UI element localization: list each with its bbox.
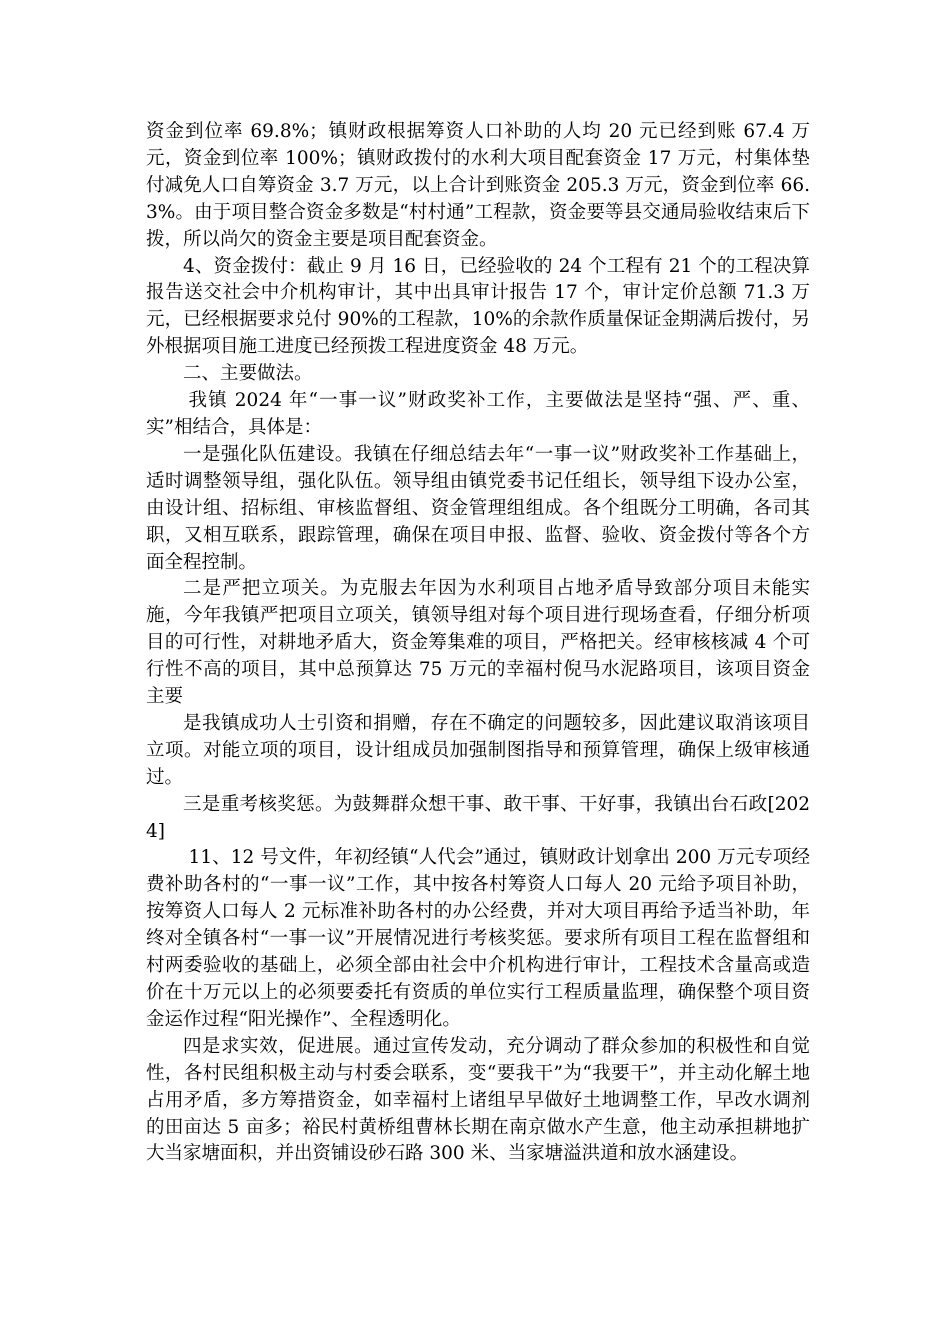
paragraph-intro-practices: 我镇 2024 年“一事一议”财政奖补工作，主要做法是坚持“强、严、重、实”相结合，具体是： — [146, 390, 810, 438]
paragraph-assessment: 三是重考核奖惩。为鼓舞群众想干事、敢干事、干好事，我镇出台石政[2024] — [146, 793, 810, 842]
section-heading-main-practices: 二、主要做法。 — [183, 363, 313, 385]
paragraph-results: 四是求实效，促进展。通过宣传发动，充分调动了群众参加的积极性和自觉性，各村民组积极主动与村委会联系，变“要我干”为“我要干”，并主动化解土地占用矛盾，多方筹措资金，如幸福村上诸组早早做好土地调整工作，早改水调剂的田亩达 5 亩多；裕民村黄桥组曹林长期在南京做水产生意，他主动承担耕地扩大当家塘面积，并出资铺设砂石路 300 米、当家塘溢洪道和放水涵建设。 — [146, 1035, 810, 1165]
paragraph-team-building: 一是强化队伍建设。我镇在仔细总结去年“一事一议”财政奖补工作基础上，适时调整领导组，强化队伍。领导组由镇党委书记任组长，领导组下设办公室，由设计组、招标组、审核监督组、资金管理组组成。各个组既分工明确，各司其职，又相互联系，跟踪管理，确保在项目申报、监督、验收、资金拨付等各个方面全程控制。 — [146, 443, 810, 573]
paragraph-assessment-continued: 11、12 号文件，年初经镇“人代会”通过，镇财政计划拿出 200 万元专项经费补助各村的“一事一议”工作，其中按各村筹资人口每人 20 元给予项目补助，按筹资人口每人 2 元标准补助各村的办公经费，并对大项目再给予适当补助，年终对全镇各村“一事一议”开展情况进行考核奖惩。要求所有项目工程在监督组和村两委验收的基础上，必须全部由社会中介机构进行审计，工程技术含量高或造价在十万元以上的必须要委托有资质的单位实行工程质量监理，确保整个项目资金运作过程“阳光操作”、全程透明化。 — [146, 847, 810, 1030]
paragraph-project-approval-continued: 是我镇成功人士引资和捐赠，存在不确定的问题较多，因此建议取消该项目立项。对能立项的项目，设计组成员加强制图指导和预算管理，确保上级审核通过。 — [146, 712, 810, 788]
paragraph-fund-disbursement: 4、资金拨付：截止 9 月 16 日，已经验收的 24 个工程有 21 个的工程决算报告送交社会中介机构审计，其中出具审计报告 17 个，审计定价总额 71.3 万元，已经根据要求兑付 90%的工程款，10%的余款作质量保证金期满后拨付，另外根据项目施工进度已经预拨工程进度资金 48 万元。 — [146, 255, 810, 358]
paragraph-funding-rate: 资金到位率 69.8%；镇财政根据筹资人口补助的人均 20 元已经到账 67.4 万元，资金到位率 100%；镇财政拨付的水利大项目配套资金 17 万元，村集体垫付减免人口自筹资金 3.7 万元，以上合计到账资金 205.3 万元，资金到位率 66.3%。由于项目整合资金多数是“村村通”工程款，资金要等县交通局验收结束后下拨，所以尚欠的资金主要是项目配套资金。 — [146, 121, 810, 250]
paragraph-project-approval: 二是严把立项关。为克服去年因为水利项目占地矛盾导致部分项目未能实施，今年我镇严把项目立项关，镇领导组对每个项目进行现场查看，仔细分析项目的可行性，对耕地矛盾大，资金筹集难的项目，严格把关。经审核核减 4 个可行性不高的项目，其中总预算达 75 万元的幸福村倪马水泥路项目，该项目资金主要 — [146, 578, 810, 708]
document-body — [146, 119, 810, 1168]
